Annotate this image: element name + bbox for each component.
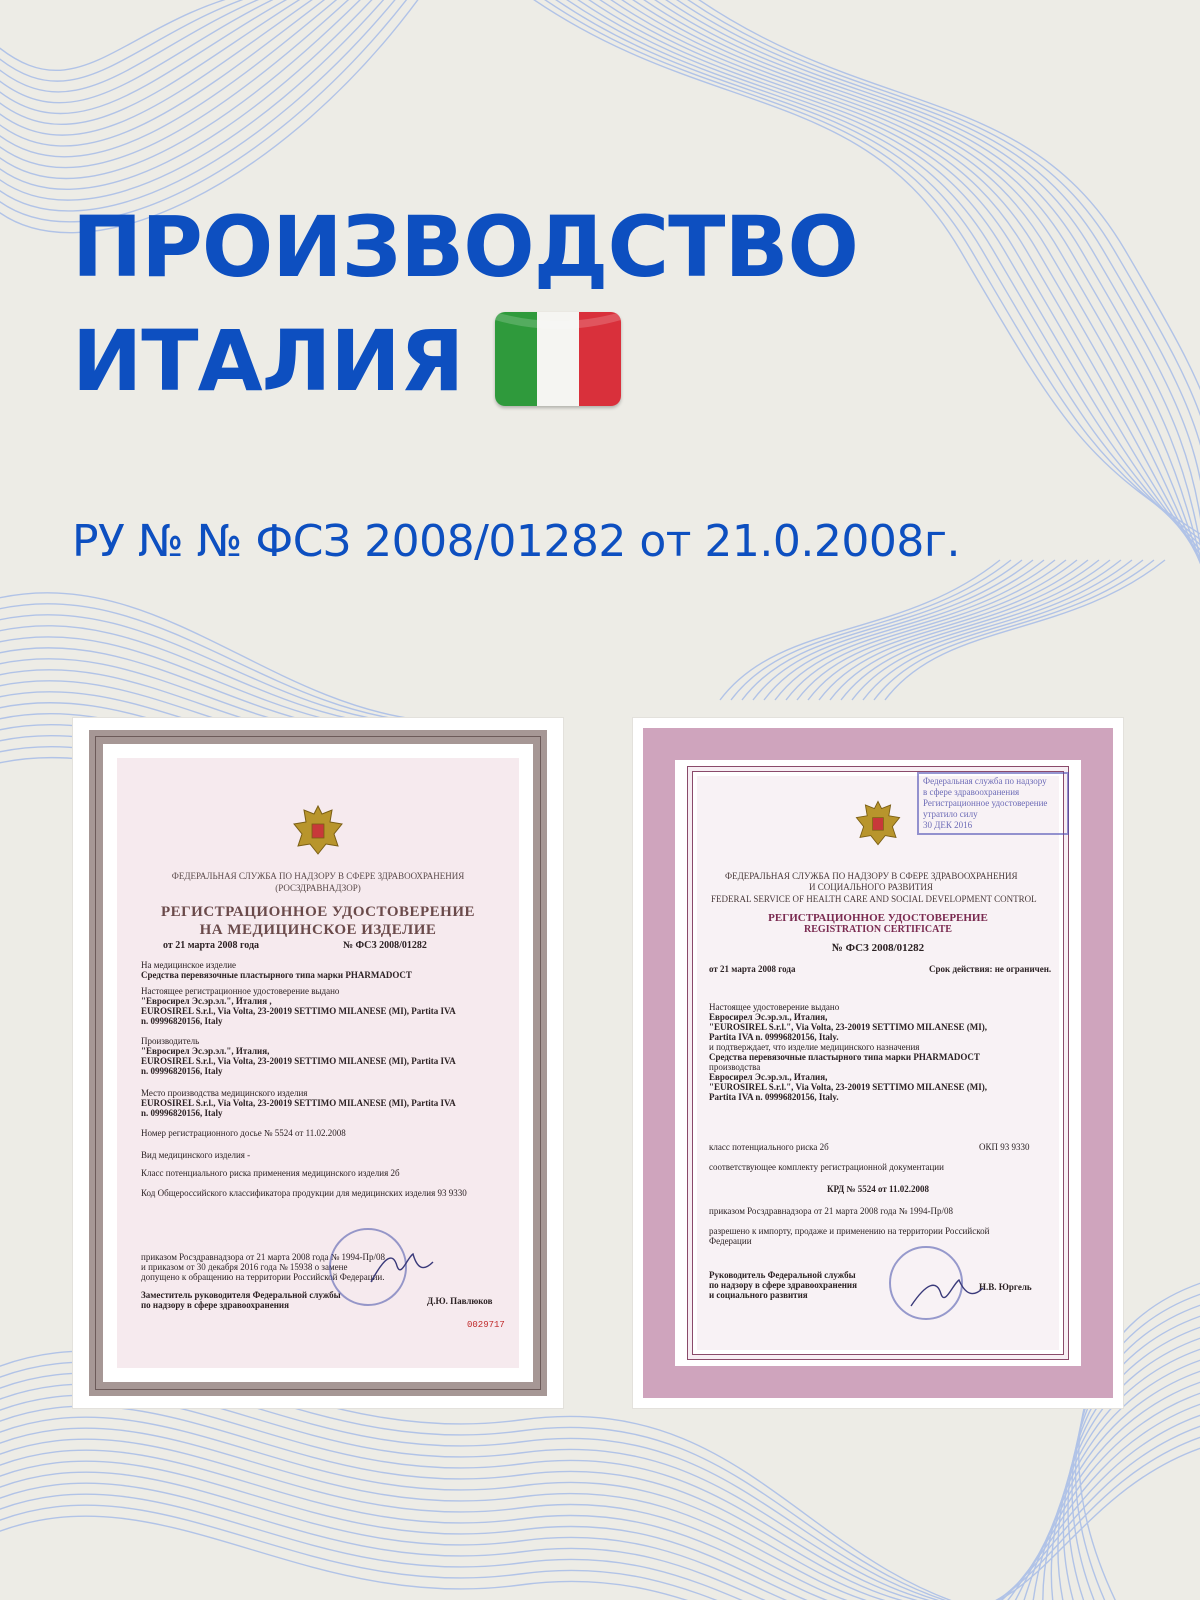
manufacturer-line: "Евросирел Эс.эр.эл.", Италия, xyxy=(141,1046,270,1056)
signer-title: Руководитель Федеральной службы xyxy=(709,1270,856,1280)
signer-name: Д.Ю. Павлюков xyxy=(427,1296,493,1306)
certificate-body xyxy=(697,776,1059,1350)
certificate-number: № ФСЗ 2008/01282 xyxy=(343,940,427,951)
certificate-body xyxy=(117,758,519,1368)
certificate-date: от 21 марта 2008 года xyxy=(163,940,260,951)
issued-line: n. 09996820156, Italy xyxy=(141,1016,223,1026)
producer-line: Евросирел Эс.эр.эл., Италия, xyxy=(709,1072,828,1082)
confirms-text: и подтверждает, что изделие медицинского назначения xyxy=(709,1042,920,1052)
serial-number: 0029717 xyxy=(467,1320,505,1330)
device-kind: Вид медицинского изделия - xyxy=(141,1150,251,1160)
manufacturer-label: Производитель xyxy=(141,1036,200,1046)
agency-name: ФЕДЕРАЛЬНАЯ СЛУЖБА ПО НАДЗОРУ В СФЕРЕ ЗДРАВООХРАНЕНИЯ xyxy=(725,871,1018,881)
site-line: n. 09996820156, Italy xyxy=(141,1108,223,1118)
certificate-subtitle: НА МЕДИЦИНСКОЕ ИЗДЕЛИЕ xyxy=(199,922,437,938)
dossier-number: Номер регистрационного досье № 5524 от 11.02.2008 xyxy=(141,1128,346,1138)
manufacturer-line: EUROSIREL S.r.l., Via Volta, 23-20019 SETTIMO MILANESE (MI), Partita IVA xyxy=(141,1056,456,1066)
stamp-text: 30 ДЕК 2016 xyxy=(923,820,973,830)
issued-line: Евросирел Эс.эр.эл., Италия, xyxy=(709,1012,828,1022)
certificate-title-en: REGISTRATION CERTIFICATE xyxy=(804,924,952,935)
site-label: Место производства медицинского изделия xyxy=(141,1088,308,1098)
issued-line: "Евросирел Эс.эр.эл.", Италия , xyxy=(141,996,272,1006)
signer-name: Н.В. Юргель xyxy=(979,1282,1032,1292)
issued-line: "EUROSIREL S.r.l.", Via Volta, 23-20019 SETTIMO MILANESE (MI), xyxy=(709,1022,987,1032)
manufacturer-line: n. 09996820156, Italy xyxy=(141,1066,223,1076)
certificate-image-en xyxy=(633,718,1123,1408)
produced-label: производства xyxy=(709,1062,761,1072)
stamp-text: Федеральная служба по надзору xyxy=(923,776,1047,786)
issued-line: EUROSIREL S.r.l., Via Volta, 23-20019 SETTIMO MILANESE (MI), Partita IVA xyxy=(141,1006,456,1016)
registration-number: РУ № № ФСЗ 2008/01282 от 21.0.2008г. xyxy=(72,516,960,567)
stamp-text: утратило силу xyxy=(923,809,978,819)
certificate-image-ru xyxy=(73,718,563,1408)
agency-short: (РОСЗДРАВНАДЗОР) xyxy=(275,883,361,893)
agency-name-en: FEDERAL SERVICE OF HEALTH CARE AND SOCIAL DEVELOPMENT CONTROL xyxy=(711,894,1037,904)
issued-label: Настоящее удостоверение выдано xyxy=(709,1002,840,1012)
certificate-number: № ФСЗ 2008/01282 xyxy=(831,942,925,954)
krd-number: КРД № 5524 от 11.02.2008 xyxy=(826,1184,930,1194)
signer-title: по надзору в сфере здравоохранения xyxy=(141,1300,289,1310)
cancellation-stamp xyxy=(917,772,1069,835)
stamp-text: Регистрационное удостоверение xyxy=(923,798,1048,808)
italy-flag-icon xyxy=(495,312,621,406)
russian-emblem-icon xyxy=(851,796,905,850)
order-text: приказом Росздравнадзора от 21 марта 2008 года № 1994-Пр/08 xyxy=(709,1206,954,1216)
issued-line: Partita IVA n. 09996820156, Italy. xyxy=(709,1032,839,1042)
issued-label: Настоящее регистрационное удостоверение выдано xyxy=(141,986,340,996)
validity: Срок действия: не ограничен. xyxy=(929,964,1052,974)
order-line: и приказом от 30 декабря 2016 года № 15938 о замене xyxy=(141,1262,348,1272)
signer-title: по надзору в сфере здравоохранения xyxy=(709,1280,857,1290)
product-name: Средства перевязочные пластырного типа марки PHARMADOCT xyxy=(709,1052,980,1062)
site-line: EUROSIREL S.r.l., Via Volta, 23-20019 SETTIMO MILANESE (MI), Partita IVA xyxy=(141,1098,456,1108)
signature-icon xyxy=(367,1248,437,1288)
okp-code: Код Общероссийского классификатора продукции для медицинских изделия 93 9330 xyxy=(141,1188,467,1198)
risk-class: класс потенциального риска 2б xyxy=(709,1142,829,1152)
certificate-title: РЕГИСТРАЦИОННОЕ УДОСТОВЕРЕНИЕ xyxy=(160,904,476,920)
russian-emblem-icon xyxy=(288,800,348,860)
page-headline xyxy=(72,190,858,418)
agency-name: ФЕДЕРАЛЬНАЯ СЛУЖБА ПО НАДЗОРУ В СФЕРЕ ЗДРАВООХРАНЕНИЯ xyxy=(171,871,465,881)
docs-text: соответствующее комплекту регистрационной документации xyxy=(709,1162,944,1172)
producer-line: "EUROSIREL S.r.l.", Via Volta, 23-20019 SETTIMO MILANESE (MI), xyxy=(709,1082,987,1092)
order-line: приказом Росздравнадзора от 21 марта 2008 года № 1994-Пр/08 xyxy=(141,1252,386,1262)
agency-name: И СОЦИАЛЬНОГО РАЗВИТИЯ xyxy=(809,882,933,892)
signature-icon xyxy=(907,1276,987,1312)
okp-code: ОКП 93 9330 xyxy=(979,1142,1030,1152)
producer-line: Partita IVA n. 09996820156, Italy. xyxy=(709,1092,839,1102)
signer-title: Заместитель руководителя Федеральной службы xyxy=(141,1290,341,1300)
headline-line-1: ПРОИЗВОДСТВО xyxy=(72,198,858,296)
allowed-text: Федерации xyxy=(709,1236,752,1246)
certificate-date: от 21 марта 2008 года xyxy=(709,964,796,974)
certificate-title: РЕГИСТРАЦИОННОЕ УДОСТОВЕРЕНИЕ xyxy=(768,912,988,924)
device-label: На медицинское изделие xyxy=(141,960,237,970)
order-line: допущено к обращению на территории Российской Федерации. xyxy=(141,1272,385,1282)
stamp-text: в сфере здравоохранения xyxy=(923,787,1020,797)
allowed-text: разрешено к импорту, продаже и применению на территории Российской xyxy=(709,1226,990,1236)
risk-class: Класс потенциального риска применения медицинского изделия 2б xyxy=(141,1168,400,1178)
device-name: Средства перевязочные пластырного типа марки PHARMADOCT xyxy=(141,970,412,980)
signer-title: и социального развития xyxy=(709,1290,808,1300)
headline-country: ИТАЛИЯ xyxy=(72,312,464,410)
headline-line-2 xyxy=(72,304,858,418)
